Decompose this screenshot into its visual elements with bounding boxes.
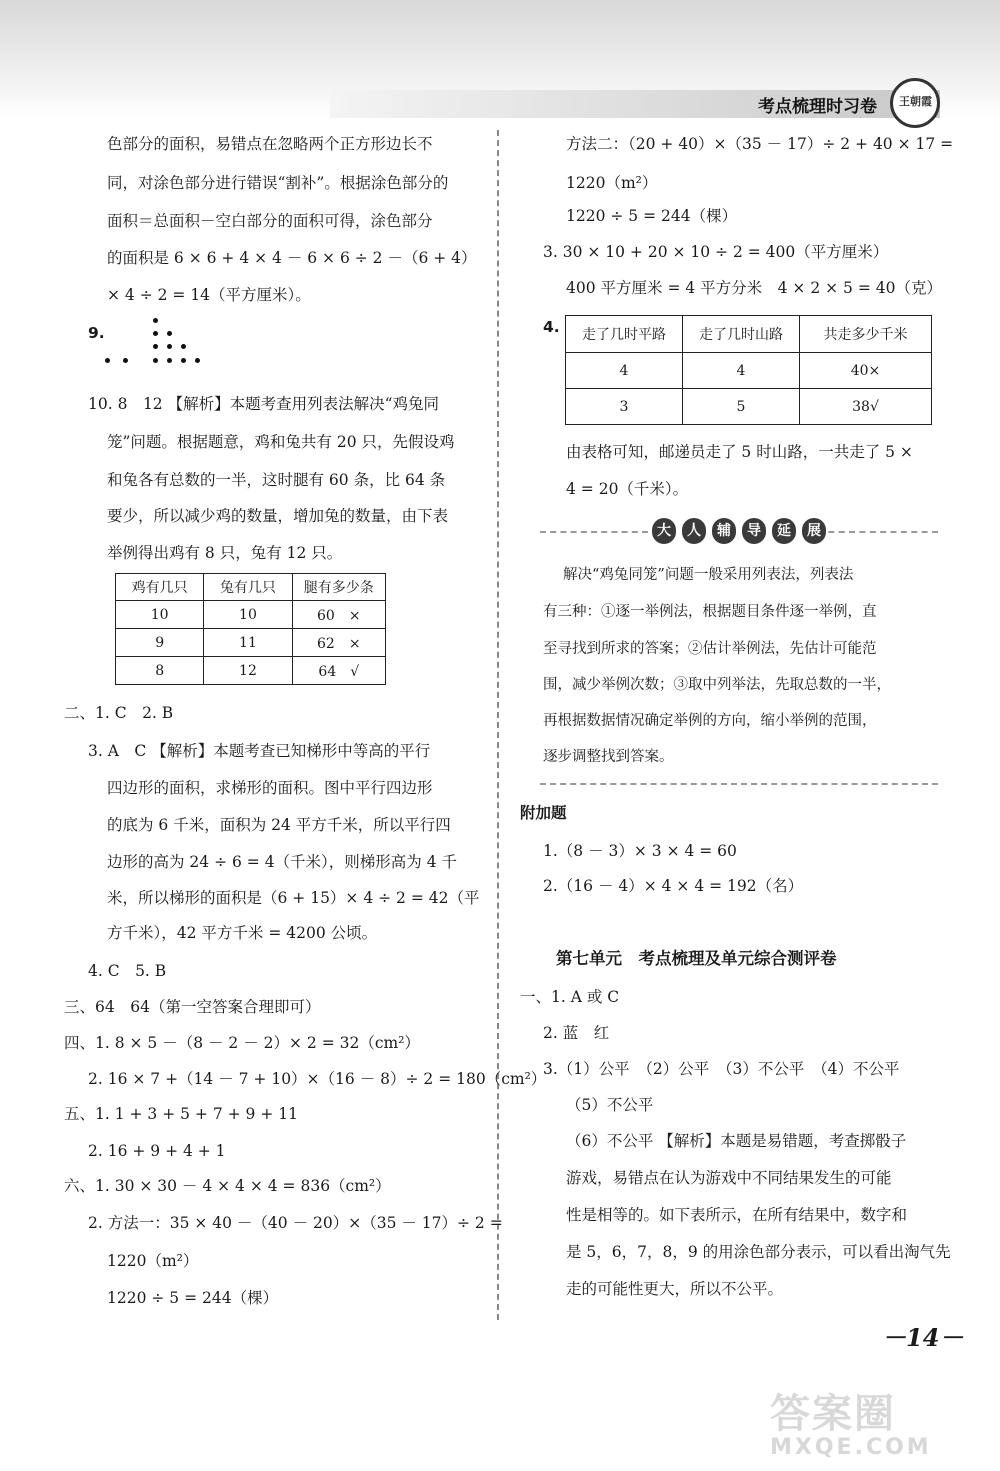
table-header: 走了几时平路 bbox=[566, 316, 683, 353]
r-q3-line-2: 400 平方厘米 = 4 平方分米 4 × 2 × 5 = 40（克） bbox=[566, 279, 942, 297]
q10-line-5: 举例得出鸡有 8 只，兔有 12 只。 bbox=[107, 544, 343, 562]
banner-char: 延 bbox=[772, 518, 796, 544]
table-cell: 9 bbox=[116, 629, 204, 657]
table-cell: 10 bbox=[204, 601, 292, 629]
unit-q2: 2. 蓝 红 bbox=[543, 1024, 610, 1042]
watermark-line-1: 答案圈 bbox=[770, 1391, 896, 1437]
unit-q3-explain-4: 是 5，6，7，8，9 的用涂色部分表示，可以看出淘气先 bbox=[566, 1243, 951, 1261]
watermark-line-2: MXQE.COM bbox=[770, 1435, 932, 1460]
q3-line-6: 方千米），42 平方千米 = 4200 公顷。 bbox=[107, 924, 378, 942]
unit-q3-explain-1: （6）不公平 【解析】本题是易错题，考查掷骰子 bbox=[566, 1132, 907, 1150]
method2-line-2: 1220（m²） bbox=[566, 174, 658, 192]
table-cell: 5 bbox=[683, 389, 800, 425]
q45-answers: 4. C 5. B bbox=[88, 962, 167, 980]
unit-title: 第七单元 考点梳理及单元综合测评卷 bbox=[556, 949, 837, 968]
sec6-q2-line-3: 1220 ÷ 5 = 244（棵） bbox=[107, 1289, 279, 1307]
table-cell: 40× bbox=[800, 353, 932, 389]
sec5-q2: 2. 16 + 9 + 4 + 1 bbox=[88, 1142, 226, 1160]
table-header: 腿有多少条 bbox=[292, 574, 385, 601]
method2-line-3: 1220 ÷ 5 = 244（棵） bbox=[566, 207, 738, 225]
sec3-answer: 三、64 64（第一空答案合理即可） bbox=[64, 998, 321, 1016]
table-cell: 3 bbox=[566, 389, 683, 425]
q10-line-3: 和兔各有总数的一半，这时腿有 60 条，比 64 条 bbox=[107, 471, 446, 489]
unit-q3-explain-2: 游戏，易错点在认为游戏中不同结果发生的可能 bbox=[566, 1169, 892, 1187]
sec6-q2-line-1: 2. 方法一：35 × 40 －（40 － 20）×（35 － 17）÷ 2 = bbox=[88, 1214, 503, 1232]
q3-line-1: 3. A C 【解析】本题考查已知梯形中等高的平行 bbox=[88, 742, 431, 760]
table-cell: 8 bbox=[116, 657, 204, 685]
sec4-q2: 2. 16 × 7 +（14 － 7 + 10）×（16 － 8）÷ 2 = 180（cm²） bbox=[88, 1070, 547, 1088]
left-line-4: 的面积是 6 × 6 + 4 × 4 － 6 × 6 ÷ 2 －（6 + 4） bbox=[107, 249, 477, 267]
guide-rule-left bbox=[540, 531, 648, 533]
banner-char: 展 bbox=[802, 518, 826, 544]
q3-line-5: 米，所以梯形的面积是（6 + 15）× 4 ÷ 2 = 42（平 bbox=[107, 889, 480, 907]
q9-number: 9. bbox=[88, 324, 105, 342]
method2-line-1: 方法二：（20 + 40）×（35 － 17）÷ 2 + 40 × 17 = bbox=[566, 135, 954, 153]
table-cell: 60 × bbox=[292, 601, 385, 629]
guide-rule-bottom bbox=[540, 783, 938, 785]
table-cell: 12 bbox=[204, 657, 292, 685]
table-cell: 62 × bbox=[292, 629, 385, 657]
q3-line-3: 的底为 6 千米，面积为 24 平方千米，所以平行四 bbox=[107, 816, 451, 834]
r-q4-explain-2: 4 = 20（千米）。 bbox=[566, 480, 689, 498]
q10-line-4: 要少，所以减少鸡的数量，增加兔的数量，由下表 bbox=[107, 507, 449, 525]
table-cell: 10 bbox=[116, 601, 204, 629]
unit-q1: 一、1. A 或 C bbox=[520, 988, 620, 1006]
left-line-3: 面积＝总面积－空白部分的面积可得，涂色部分 bbox=[107, 212, 433, 230]
chicken-rabbit-table bbox=[115, 573, 386, 685]
header-title: 考点梳理时习卷 bbox=[758, 97, 877, 117]
table-header: 兔有几只 bbox=[204, 574, 292, 601]
banner-char: 导 bbox=[742, 518, 766, 544]
watermark bbox=[770, 1382, 985, 1462]
banner-char: 人 bbox=[682, 518, 706, 544]
column-divider bbox=[497, 130, 499, 1320]
banner-char: 大 bbox=[652, 518, 676, 544]
sec5-q1: 五、1. 1 + 3 + 5 + 7 + 9 + 11 bbox=[64, 1105, 298, 1123]
postman-table bbox=[565, 315, 932, 425]
q10-line-2: 笼”问题。根据题意，鸡和兔共有 20 只，先假设鸡 bbox=[107, 433, 455, 451]
left-line-5: × 4 ÷ 2 = 14（平方厘米）。 bbox=[107, 286, 311, 304]
guide-line-6: 逐步调整找到答案。 bbox=[543, 749, 674, 765]
r-q4-explain-1: 由表格可知，邮递员走了 5 时山路，一共走了 5 × bbox=[566, 443, 913, 461]
banner-char: 辅 bbox=[712, 518, 736, 544]
q3-line-4: 边形的高为 24 ÷ 6 = 4（千米），则梯形高为 4 千 bbox=[107, 853, 458, 871]
sec6-q1: 六、1. 30 × 30 － 4 × 4 × 4 = 836（cm²） bbox=[64, 1177, 391, 1195]
unit-q3-line-1: 3.（1）公平 （2）公平 （3）不公平 （4）不公平 bbox=[543, 1060, 900, 1078]
extra-title: 附加题 bbox=[520, 804, 567, 822]
table-cell: 64 √ bbox=[292, 657, 385, 685]
left-line-2: 同，对涂色部分进行错误“割补”。根据涂色部分的 bbox=[107, 174, 449, 192]
q3-line-2: 四边形的面积，求梯形的面积。图中平行四边形 bbox=[107, 779, 433, 797]
guide-line-4: 围，减少举例次数；③取中列举法，先取总数的一半， bbox=[543, 677, 891, 693]
q10-line-1: 10. 8 12 【解析】本题考查用列表法解决“鸡兔同 bbox=[88, 395, 440, 413]
r-q4-number: 4. bbox=[543, 318, 560, 336]
table-cell: 4 bbox=[683, 353, 800, 389]
guide-line-3: 至寻找到所求的答案；②估计举例法，先估计可能范 bbox=[543, 641, 877, 657]
page-number: －14－ bbox=[882, 1323, 964, 1352]
guide-rule-right bbox=[818, 531, 938, 533]
table-cell: 38√ bbox=[800, 389, 932, 425]
guide-line-1: 解决“鸡兔同笼”问题一般采用列表法，列表法 bbox=[563, 567, 854, 583]
unit-q3-explain-5: 走的可能性更大，所以不公平。 bbox=[566, 1280, 784, 1298]
table-cell: 11 bbox=[204, 629, 292, 657]
extra-q2: 2.（16 － 4）× 4 × 4 = 192（名） bbox=[543, 877, 804, 895]
sec2-answers: 二、1. C 2. B bbox=[64, 704, 174, 722]
sec4-q1: 四、1. 8 × 5 －（8 － 2 － 2）× 2 = 32（cm²） bbox=[64, 1034, 420, 1052]
guide-banner bbox=[652, 518, 826, 544]
extra-q1: 1.（8 － 3）× 3 × 4 = 60 bbox=[543, 842, 737, 860]
unit-q3-line-2: （5）不公平 bbox=[566, 1096, 654, 1114]
publisher-logo bbox=[890, 78, 940, 128]
guide-line-2: 有三种：①逐一举例法，根据题目条件逐一举例，直 bbox=[543, 604, 877, 620]
guide-line-5: 再根据数据情况确定举例的方向，缩小举例的范围， bbox=[543, 713, 877, 729]
table-header: 走了几时山路 bbox=[683, 316, 800, 353]
sec6-q2-line-2: 1220（m²） bbox=[107, 1252, 199, 1270]
table-header: 鸡有几只 bbox=[116, 574, 204, 601]
left-line-1: 色部分的面积，易错点在忽略两个正方形边长不 bbox=[107, 135, 433, 153]
unit-q3-explain-3: 性是相等的。如下表所示，在所有结果中，数字和 bbox=[566, 1206, 908, 1224]
table-header: 共走多少千米 bbox=[800, 316, 932, 353]
logo-text: 王朝霞 bbox=[899, 95, 932, 108]
r-q3-line-1: 3. 30 × 10 + 20 × 10 ÷ 2 = 400（平方厘米） bbox=[543, 243, 889, 261]
table-cell: 4 bbox=[566, 353, 683, 389]
